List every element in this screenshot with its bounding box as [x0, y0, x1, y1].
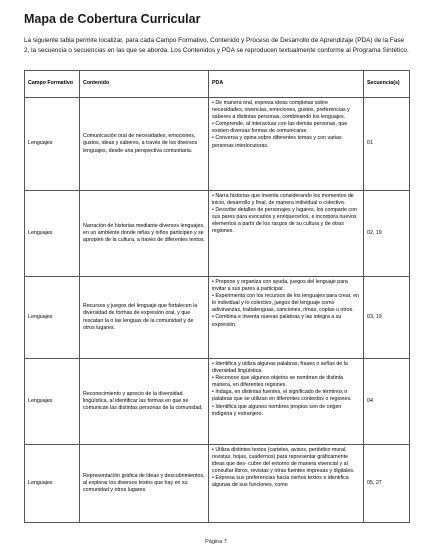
column-header-secuencias: Secuencia(s): [364, 71, 410, 98]
page-title: Mapa de Cobertura Curricular: [24, 12, 201, 26]
intro-paragraph: La siguiente tabla permite localizar, para cada Campo Formativo, Contenido y Proceso de Desarrollo de Aprendizaje (PDA) de la Fase 2, la secuencia o secuencias en las que se aborda. Los Contenidos y PDA se reproducen textualmente conforme al Programa Sintético.: [24, 37, 409, 54]
pda-item: • Experimenta con los recursos de los lenguajes para crear, en lo individual y lo colectivo, juegos del lenguaje como adivinanzas, trabalenguas, canciones, rimas, coplas u otros.: [212, 293, 360, 314]
curriculum-coverage-table: [24, 70, 410, 523]
secuencias-cell: 02, 19: [364, 191, 410, 277]
pda-item: • Conversa y opina sobre diferentes temas y con varias personas interlocutoras.: [212, 135, 342, 149]
secuencias-cell: 01: [364, 98, 410, 191]
pda-cell: [209, 277, 364, 359]
table-row: [25, 277, 410, 359]
contenido-cell: Representación gráfica de ideas y descubrimientos, al explorar los diversos textos que hay en su comunidad y otros lugares.: [80, 445, 209, 523]
secuencias-cell: 04: [364, 359, 410, 445]
table-row: [25, 359, 410, 445]
table-row: [25, 191, 410, 277]
campo-cell: Lenguajes: [25, 191, 80, 277]
pda-item: • Describe detalles de personajes y lugares, los comparte con sus pares para evocarlos y enriquecerlos, e incorpora nuevos elementos a partir de los rasgos de su cultura y de otras regiones.: [212, 207, 357, 235]
pda-item: • Identifica y utiliza algunas palabras, frases o señas de la diversidad lingüística.: [212, 361, 348, 375]
column-header-contenido: Contenido: [80, 71, 209, 98]
campo-cell: Lenguajes: [25, 277, 80, 359]
pda-cell: [209, 98, 364, 191]
pda-item: • Comprende, al interactuar con las demás personas, que existen diversas formas de comunicarse.: [212, 121, 348, 135]
table-row: [25, 98, 410, 191]
contenido-cell: Reconocimiento y aprecio de la diversidad lingüística, al identificar las formas en que se comunican las distintas personas de la comunidad.: [80, 359, 209, 445]
pda-item: • Expresa sus preferencias hacia ciertos textos e identifica algunas de sus funciones, como: [212, 475, 349, 489]
column-header-campo: Campo Formativo: [25, 71, 80, 98]
page-number: Página 7: [205, 539, 227, 545]
pda-item: • Combina e inventa nuevas palabras y las integra a su expresión.: [212, 314, 342, 328]
campo-cell: Lenguajes: [25, 445, 80, 523]
contenido-cell: Narración de historias mediante diversos lenguajes, en un ambiente donde niñas y niños participen y se apropien de la cultura, a través de diferentes textos.: [80, 191, 209, 277]
table-row: [25, 445, 410, 523]
pda-item: • Narra historias que inventa considerando los momentos de inicio, desarrollo y final, de manera individual o colectivo.: [212, 193, 354, 207]
pda-item: • Identifica que algunos nombres propios son de origen indígena y extranjero.: [212, 403, 342, 417]
pda-item: • Indaga, en distintas fuentes, el significado de términos o palabras que se utilizan en diferentes contextos o regiones.: [212, 389, 352, 403]
secuencias-cell: 03, 19: [364, 277, 410, 359]
campo-cell: Lenguajes: [25, 359, 80, 445]
pda-item: • Utiliza distintos textos (carteles, avisos, periódico mural, revistas, hojas, cuadernos) para representar gráficamente ideas que des- cubre del entorno de manera vivencial y al consultar libros, revistas y otras fuentes impresas y digitales.: [212, 447, 355, 475]
table-header-row: [25, 71, 410, 98]
secuencias-cell: 05, 27: [364, 445, 410, 523]
contenido-cell: Comunicación oral de necesidades, emociones, gustos, ideas y saberes, a través de los diversos lenguajes, desde una perspectiva comunitaria.: [80, 98, 209, 191]
pda-cell: [209, 359, 364, 445]
pda-item: • Propone y organiza con ayuda, juegos del lenguaje para invitar a sus pares a participar.: [212, 279, 348, 293]
pda-cell: [209, 445, 364, 523]
pda-cell: [209, 191, 364, 277]
pda-item: • Reconoce que algunos objetos se nombran de distinta manera, en diferentes regiones.: [212, 375, 344, 389]
pda-item: • De manera oral, expresa ideas completas sobre necesidades, vivencias, emociones, gustos, preferencias y saberes a distintas personas, combinando los lenguajes.: [212, 100, 350, 121]
column-header-pda: PDA: [209, 71, 364, 98]
contenido-cell: Recursos y juegos del lenguaje que fortalecen la diversidad de formas de expresión oral, y que rescatan la o las lenguas de la comunidad y de otros lugares.: [80, 277, 209, 359]
campo-cell: Lenguajes: [25, 98, 80, 191]
